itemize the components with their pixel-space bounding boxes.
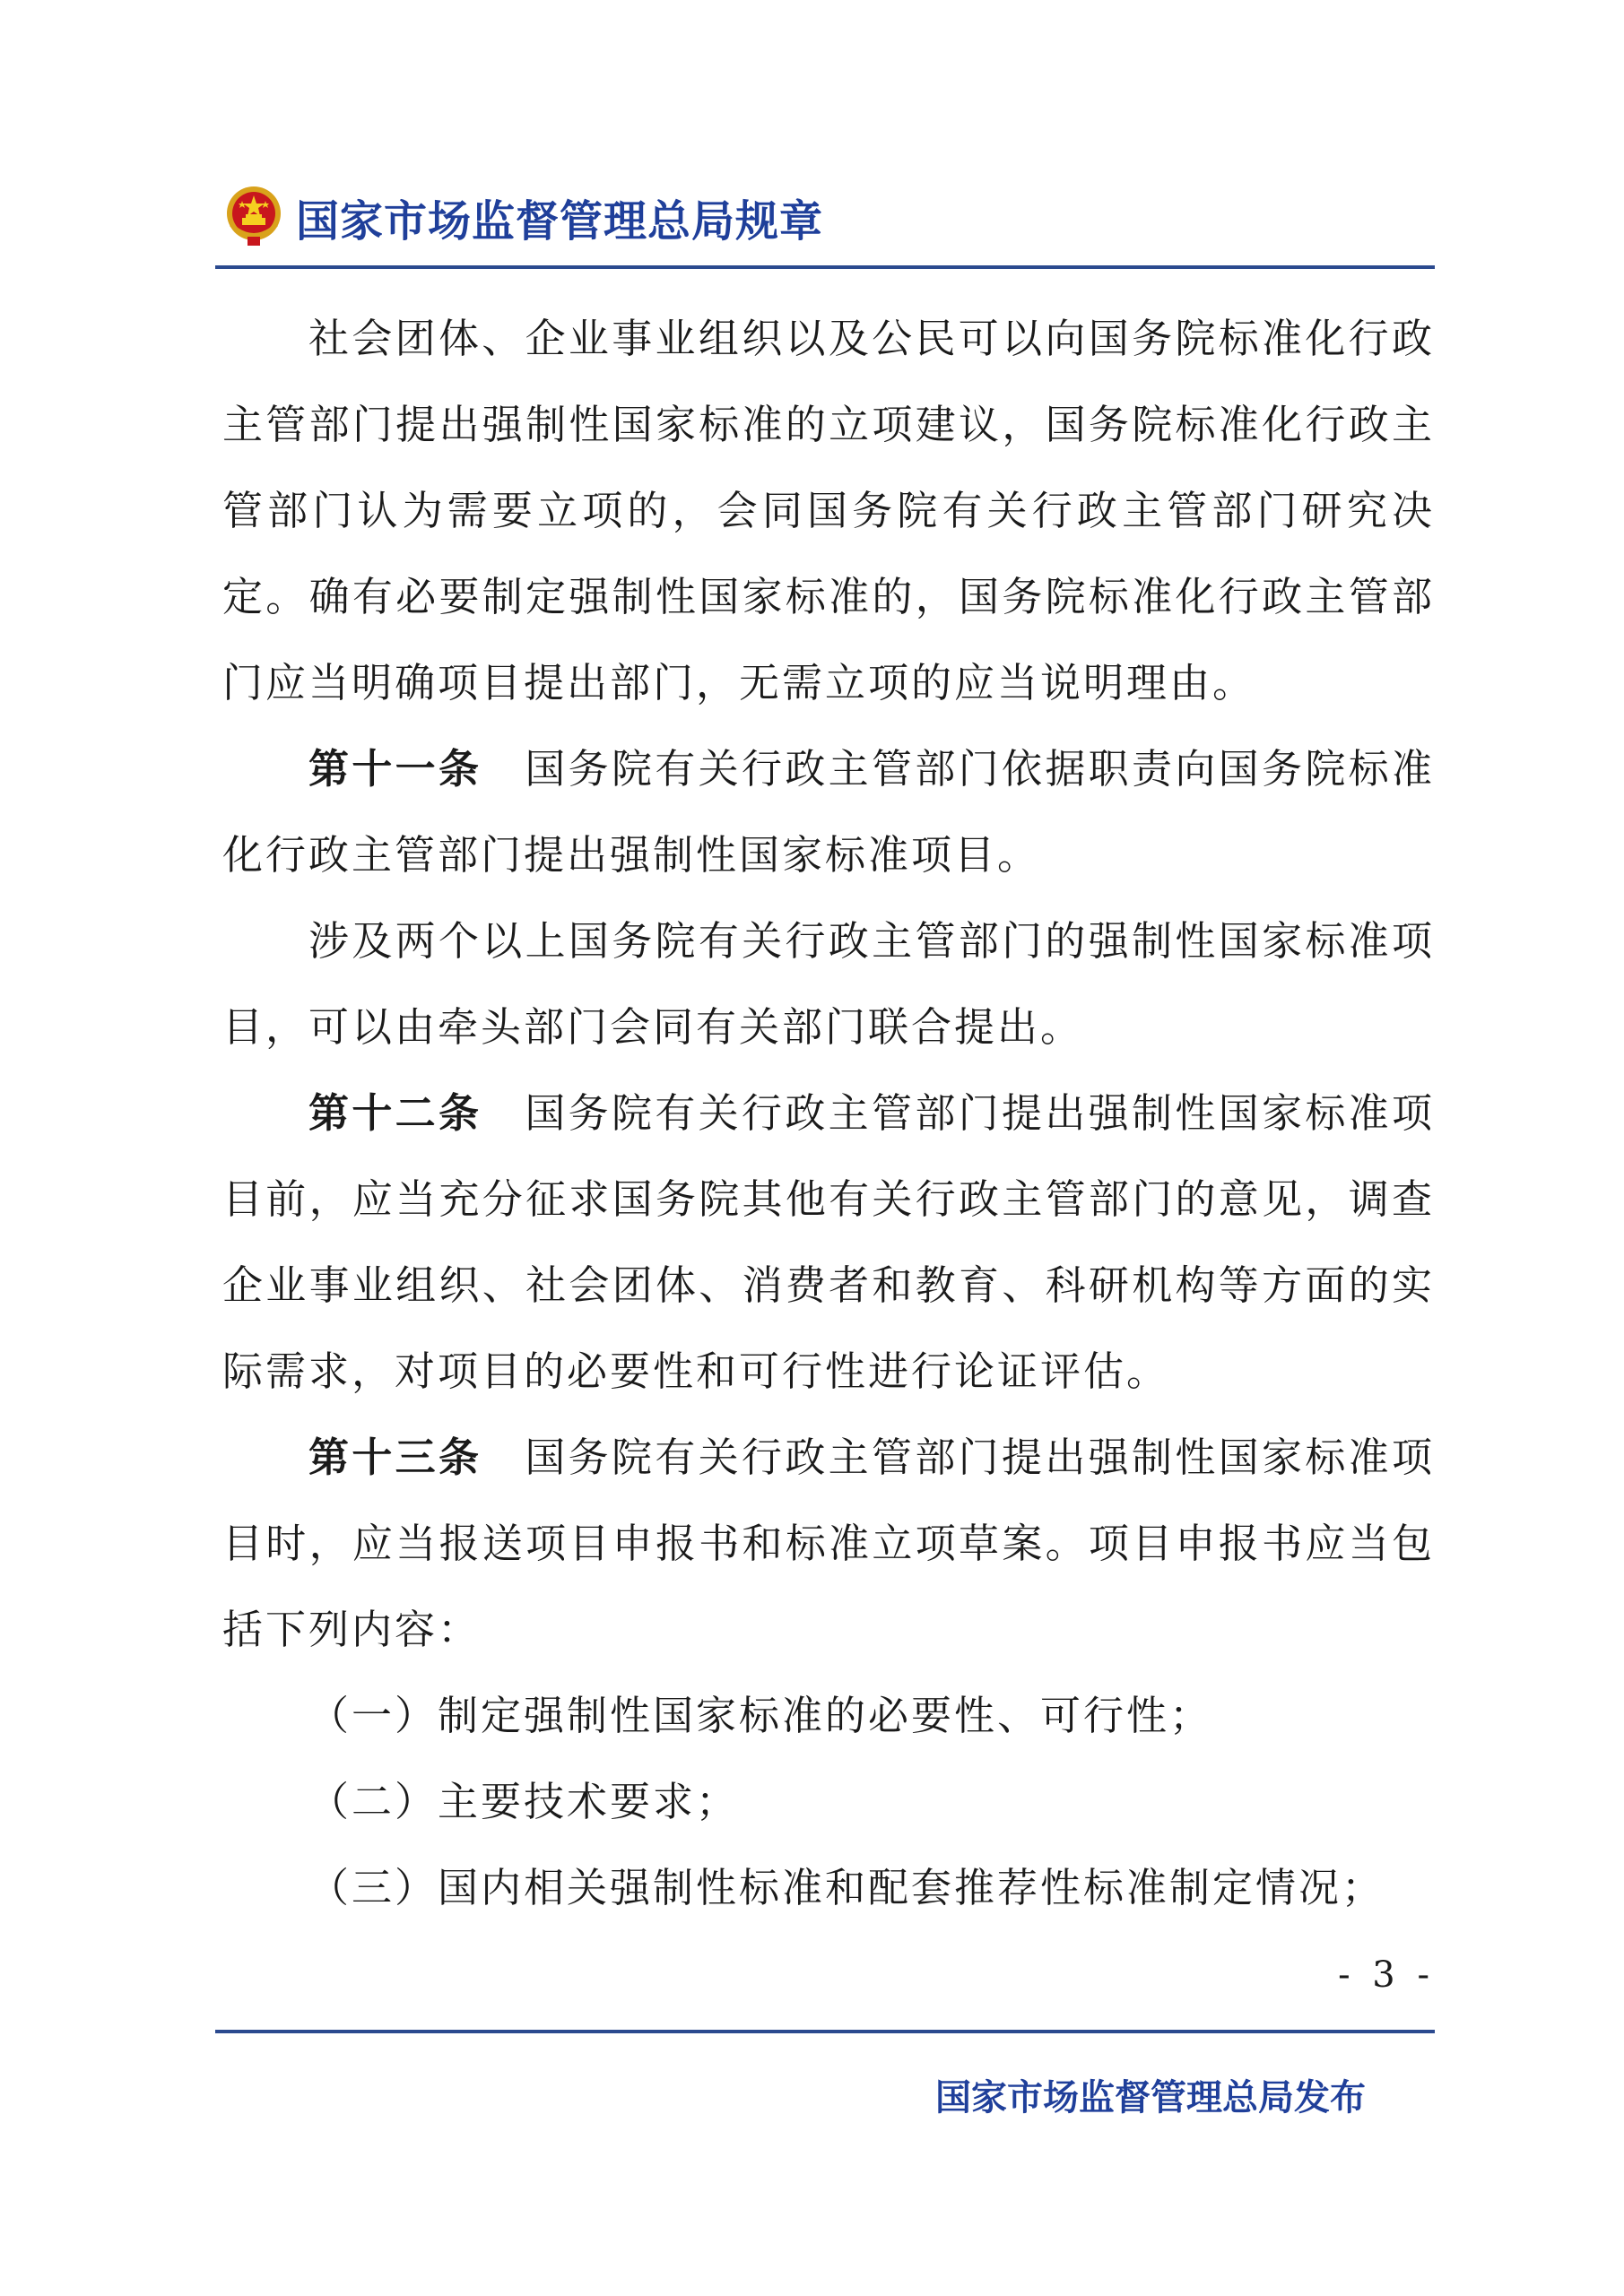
national-emblem-icon <box>222 183 285 249</box>
document-body <box>222 296 1435 1931</box>
list-item-1: （一）制定强制性国家标准的必要性、可行性； <box>308 1692 1213 1739</box>
article-11 <box>222 726 1435 898</box>
article-13 <box>222 1415 1435 1673</box>
list-item-2: （二）主要技术要求； <box>308 1778 740 1825</box>
page-number: - 3 - <box>1338 1954 1435 1996</box>
header-divider <box>215 265 1435 269</box>
paragraph-1: 社会团体、企业事业组织以及公民可以向国务院标准化行政主管部门提出强制性国家标准的立项建议，国务院标准化行政主管部门认为需要立项的，会同国务院有关行政主管部门研究决定。确有必要制定强制性国家标准的，国务院标准化行政主管部门应当明确项目提出部门，无需立项的应当说明理由。 <box>222 315 1435 706</box>
article-12-number: 第十二条 <box>308 1089 482 1137</box>
article-13-text: 国务院有关行政主管部门提出强制性国家标准项目时，应当报送项目申报书和标准立项草案。项目申报书应当包括下列内容： <box>222 1434 1435 1653</box>
list-item-3: （三）国内相关强制性标准和配套推荐性标准制定情况； <box>308 1864 1385 1911</box>
article-12 <box>222 1070 1435 1415</box>
paragraph-2: 涉及两个以上国务院有关行政主管部门的强制性国家标准项目，可以由牵头部门会同有关部门联合提出。 <box>222 917 1435 1051</box>
article-11-number: 第十一条 <box>308 745 482 793</box>
page-header <box>222 176 1433 274</box>
footer-publisher: 国家市场监督管理总局发布 <box>935 2077 1366 2118</box>
header-title: 国家市场监督管理总局规章 <box>296 196 824 247</box>
footer-divider <box>215 2030 1435 2033</box>
article-13-number: 第十三条 <box>308 1434 482 1481</box>
article-11-text: 国务院有关行政主管部门依据职责向国务院标准化行政主管部门提出强制性国家标准项目。 <box>222 745 1435 879</box>
article-12-text: 国务院有关行政主管部门提出强制性国家标准项目前，应当充分征求国务院其他有关行政主管部门的意见，调查企业事业组织、社会团体、消费者和教育、科研机构等方面的实际需求，对项目的必要性和可行性进行论证评估。 <box>222 1089 1435 1395</box>
